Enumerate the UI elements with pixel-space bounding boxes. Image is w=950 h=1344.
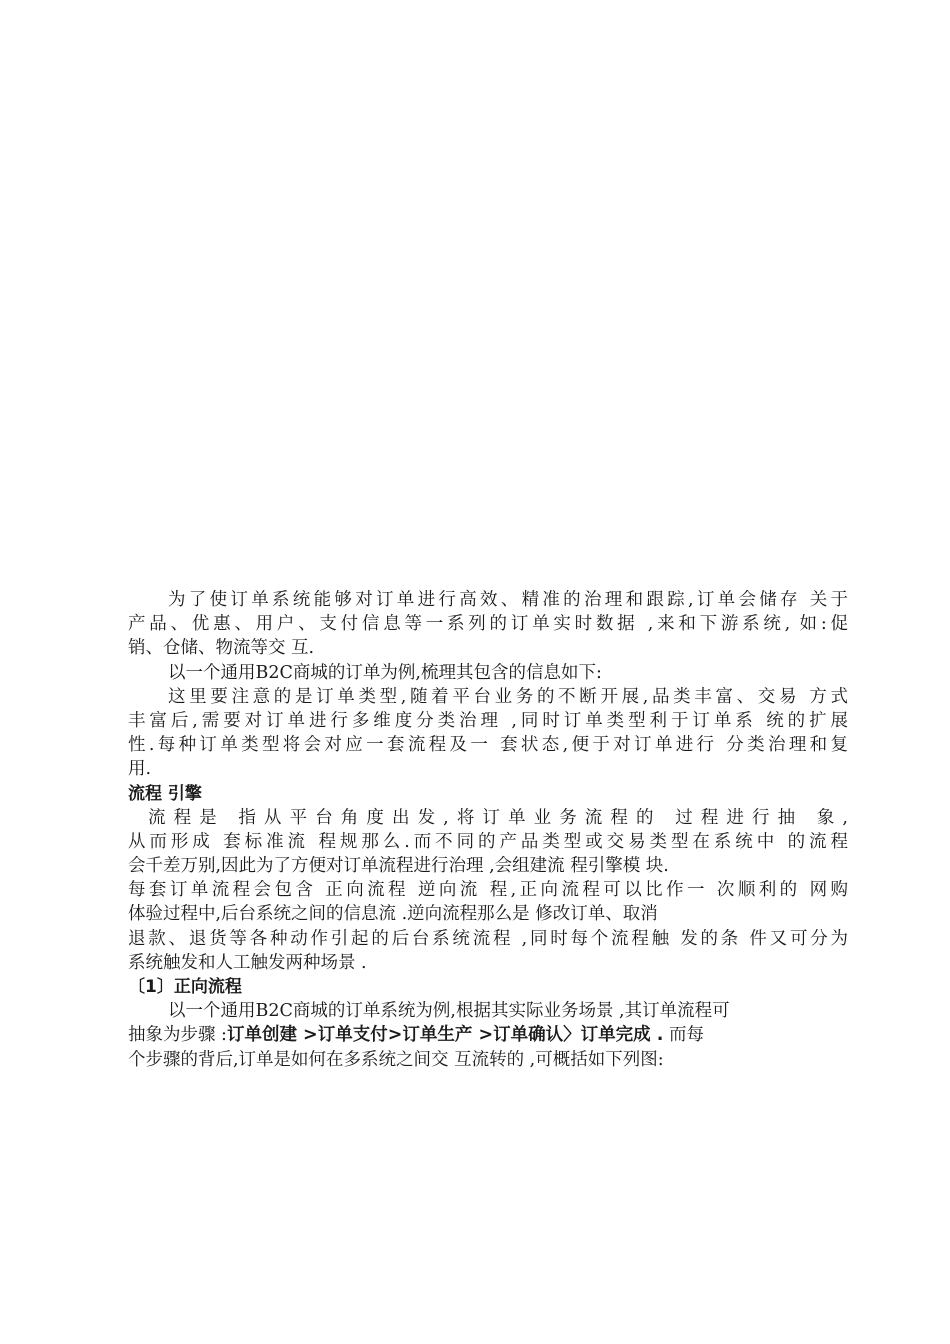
text-line: 会千差万别,因此为了方便对订单流程进行治理 ,会组建流 程引擎模 块.	[128, 856, 669, 877]
text-line: 以一个通用B2C商城的订单系统为例,根据其实际业务场景 ,其订单流程可	[168, 1001, 730, 1022]
text-line: 个步骤的背后,订单是如何在多系统之间交 互流转的 ,可概括如下列图:	[128, 1049, 664, 1070]
text-line: 系统触发和人工触发两种场景 .	[128, 952, 367, 973]
text-line: 用.	[128, 759, 152, 780]
order-steps: 订单创建 >订单支付>订单生产 >订单确认〉订单完成 .	[226, 1025, 664, 1046]
text-line: 每套订单流程会包含 正向流程 逆向流 程,正向流程可以比作一 次顺利的 网购	[128, 880, 848, 901]
text-line: 丰富后,需要对订单进行多维度分类治理 ,同时订单类型利于订单系 统的扩展	[128, 710, 848, 731]
steps-prefix: 抽象为步骤 :	[128, 1025, 227, 1046]
text-line: 从而形成 套标准流 程规那么.而不同的产品类型或交易类型在系统中 的流程	[128, 831, 848, 852]
text-line: 退款、退货等各种动作引起的后台系统流程 ,同时每个流程触 发的条 件又可分为	[128, 928, 848, 949]
text-line: 为了使订单系统能够对订单进行高效、精准的治理和跟踪,订单会储存 关于	[168, 590, 848, 610]
text-line-steps	[128, 1023, 848, 1047]
text-line: 以一个通用B2C商城的订单为例,梳理其包含的信息如下:	[168, 662, 602, 683]
text-line: 销、仓储、物流等交 互.	[128, 638, 315, 659]
section-heading-forward: 〔1〕正向流程	[128, 977, 242, 997]
text-line: 这里要注意的是订单类型,随着平台业务的不断开展,品类丰富、交易 方式	[168, 686, 848, 707]
document-body	[128, 588, 848, 1072]
section-heading-engine: 流程 引擎	[128, 783, 202, 804]
text-line: 流程是 指从平台角度出发,将订单业务流程的 过程进行抽 象,	[148, 807, 848, 828]
text-line: 性.每种订单类型将会对应一套流程及一 套状态,便于对订单进行 分类治理和复	[128, 735, 848, 756]
steps-suffix: 而每	[663, 1025, 704, 1046]
text-line: 产品、优惠、用户、支付信息等一系列的订单实时数据 ,来和下游系统, 如:促	[128, 614, 848, 635]
text-line: 体验过程中,后台系统之间的信息流 .逆向流程那么是 修改订单、取消	[128, 904, 658, 925]
